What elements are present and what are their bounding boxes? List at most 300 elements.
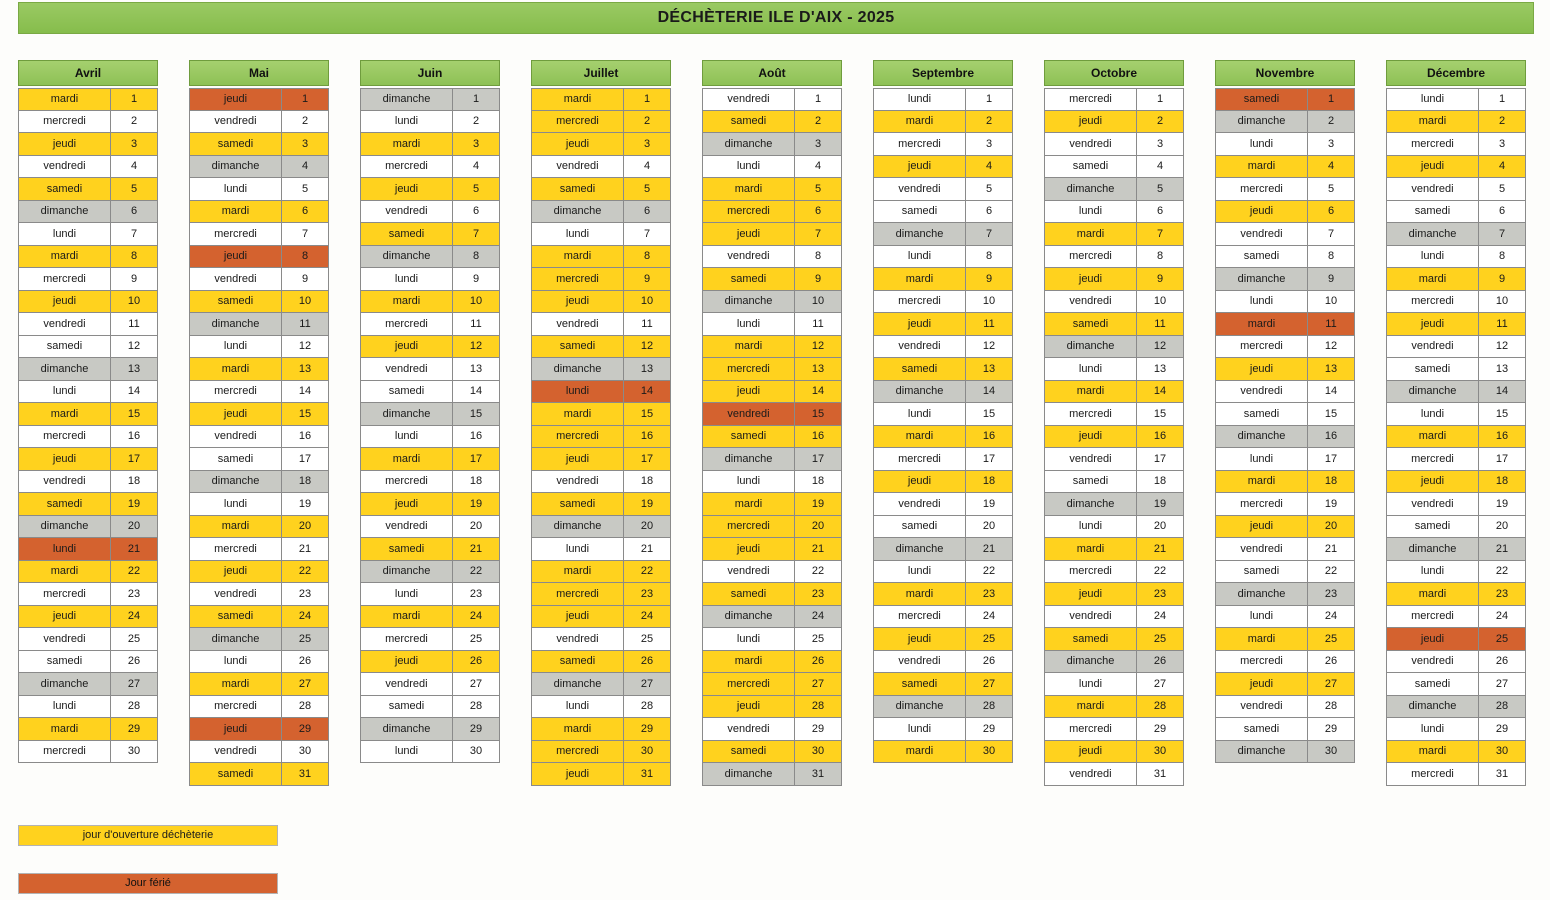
- day-name-cell: samedi: [19, 178, 111, 200]
- day-name-cell: mercredi: [532, 426, 624, 448]
- day-name-cell: mercredi: [703, 673, 795, 695]
- day-row: [702, 718, 842, 741]
- day-row: [189, 471, 329, 494]
- day-name-cell: samedi: [703, 426, 795, 448]
- day-name-cell: mercredi: [361, 313, 453, 335]
- day-name-cell: lundi: [361, 111, 453, 133]
- day-row: [1386, 651, 1526, 674]
- months-container: [18, 60, 1532, 786]
- day-name-cell: vendredi: [1387, 651, 1479, 673]
- day-row: [18, 291, 158, 314]
- month-name: Octobre: [1090, 66, 1137, 80]
- day-row: [1215, 336, 1355, 359]
- day-name-cell: dimanche: [190, 313, 282, 335]
- day-row: [1386, 246, 1526, 269]
- day-name-cell: dimanche: [361, 718, 453, 740]
- day-number-cell: 29: [282, 718, 328, 740]
- day-row: [873, 628, 1013, 651]
- day-number-cell: 27: [453, 673, 499, 695]
- day-row: [873, 606, 1013, 629]
- day-name-cell: mercredi: [19, 111, 111, 133]
- day-name-cell: mardi: [19, 718, 111, 740]
- day-row: [1044, 201, 1184, 224]
- day-row: [531, 291, 671, 314]
- day-row: [873, 696, 1013, 719]
- day-number-cell: 1: [111, 89, 157, 110]
- day-number-cell: 30: [111, 741, 157, 763]
- day-number-cell: 22: [453, 561, 499, 583]
- day-number-cell: 27: [282, 673, 328, 695]
- day-row: [18, 628, 158, 651]
- day-number-cell: 31: [795, 763, 841, 785]
- day-number-cell: 20: [1137, 516, 1183, 538]
- day-row: [873, 291, 1013, 314]
- day-number-cell: 3: [453, 133, 499, 155]
- day-name-cell: mercredi: [190, 538, 282, 560]
- day-row: [873, 201, 1013, 224]
- day-name-cell: lundi: [1216, 606, 1308, 628]
- day-name-cell: samedi: [703, 583, 795, 605]
- day-row: [702, 448, 842, 471]
- day-row: [1386, 538, 1526, 561]
- day-number-cell: 4: [282, 156, 328, 178]
- day-name-cell: jeudi: [532, 763, 624, 785]
- day-row: [1386, 336, 1526, 359]
- day-row: [702, 673, 842, 696]
- day-number-cell: 6: [1308, 201, 1354, 223]
- day-name-cell: jeudi: [874, 471, 966, 493]
- day-name-cell: vendredi: [874, 493, 966, 515]
- day-name-cell: samedi: [1216, 561, 1308, 583]
- day-row: [360, 336, 500, 359]
- day-row: [1044, 448, 1184, 471]
- day-name-cell: samedi: [703, 111, 795, 133]
- day-name-cell: vendredi: [1045, 606, 1137, 628]
- day-name-cell: mardi: [190, 516, 282, 538]
- day-row: [1215, 358, 1355, 381]
- day-name-cell: dimanche: [19, 358, 111, 380]
- month-septembre: [873, 60, 1013, 786]
- day-name-cell: lundi: [1387, 718, 1479, 740]
- day-row: [360, 381, 500, 404]
- day-name-cell: dimanche: [1387, 223, 1479, 245]
- day-row: [1215, 246, 1355, 269]
- day-row: [1044, 538, 1184, 561]
- day-number-cell: 17: [1479, 448, 1525, 470]
- day-name-cell: mercredi: [703, 358, 795, 380]
- day-number-cell: 21: [966, 538, 1012, 560]
- day-name-cell: lundi: [190, 493, 282, 515]
- day-name-cell: mercredi: [190, 696, 282, 718]
- day-number-cell: 2: [453, 111, 499, 133]
- day-name-cell: mardi: [1216, 471, 1308, 493]
- day-name-cell: vendredi: [703, 718, 795, 740]
- day-name-cell: mardi: [190, 358, 282, 380]
- day-number-cell: 19: [795, 493, 841, 515]
- day-row: [1044, 651, 1184, 674]
- day-row: [18, 718, 158, 741]
- month-header: [1215, 60, 1355, 86]
- day-number-cell: 21: [1137, 538, 1183, 560]
- day-row: [1386, 471, 1526, 494]
- day-number-cell: 11: [453, 313, 499, 335]
- day-name-cell: mercredi: [1387, 606, 1479, 628]
- day-row: [531, 651, 671, 674]
- day-number-cell: 16: [1137, 426, 1183, 448]
- day-name-cell: jeudi: [703, 381, 795, 403]
- day-number-cell: 18: [1479, 471, 1525, 493]
- day-number-cell: 20: [966, 516, 1012, 538]
- day-number-cell: 16: [111, 426, 157, 448]
- day-number-cell: 4: [795, 156, 841, 178]
- day-name-cell: mercredi: [874, 133, 966, 155]
- day-name-cell: jeudi: [1216, 673, 1308, 695]
- day-row: [1215, 471, 1355, 494]
- day-number-cell: 23: [966, 583, 1012, 605]
- day-number-cell: 16: [795, 426, 841, 448]
- day-name-cell: mardi: [874, 426, 966, 448]
- day-row: [1215, 673, 1355, 696]
- day-name-cell: mercredi: [190, 223, 282, 245]
- day-row: [360, 133, 500, 156]
- day-number-cell: 10: [624, 291, 670, 313]
- day-number-cell: 26: [795, 651, 841, 673]
- day-row: [360, 268, 500, 291]
- day-number-cell: 15: [624, 403, 670, 425]
- day-name-cell: vendredi: [1216, 381, 1308, 403]
- day-row: [18, 516, 158, 539]
- day-number-cell: 18: [282, 471, 328, 493]
- day-name-cell: mercredi: [190, 381, 282, 403]
- day-number-cell: 4: [1308, 156, 1354, 178]
- day-name-cell: mercredi: [1216, 651, 1308, 673]
- day-name-cell: lundi: [703, 628, 795, 650]
- day-name-cell: jeudi: [1045, 111, 1137, 133]
- day-number-cell: 20: [453, 516, 499, 538]
- day-row: [1215, 88, 1355, 111]
- day-number-cell: 16: [1308, 426, 1354, 448]
- day-row: [18, 403, 158, 426]
- day-number-cell: 13: [282, 358, 328, 380]
- day-number-cell: 7: [966, 223, 1012, 245]
- day-name-cell: vendredi: [703, 246, 795, 268]
- day-number-cell: 24: [1308, 606, 1354, 628]
- day-name-cell: mercredi: [703, 201, 795, 223]
- day-number-cell: 19: [1137, 493, 1183, 515]
- day-row: [189, 673, 329, 696]
- day-number-cell: 5: [1308, 178, 1354, 200]
- day-row: [18, 538, 158, 561]
- day-number-cell: 7: [624, 223, 670, 245]
- day-number-cell: 21: [624, 538, 670, 560]
- month-header: [189, 60, 329, 86]
- day-name-cell: vendredi: [190, 741, 282, 763]
- legend-row-ferie: [18, 873, 518, 893]
- day-row: [18, 696, 158, 719]
- day-name-cell: vendredi: [361, 673, 453, 695]
- day-row: [1044, 403, 1184, 426]
- day-name-cell: vendredi: [361, 358, 453, 380]
- day-name-cell: samedi: [874, 673, 966, 695]
- day-name-cell: jeudi: [1216, 516, 1308, 538]
- day-name-cell: samedi: [1045, 313, 1137, 335]
- day-row: [360, 88, 500, 111]
- day-name-cell: dimanche: [1045, 336, 1137, 358]
- day-row: [531, 606, 671, 629]
- day-name-cell: mardi: [190, 673, 282, 695]
- day-name-cell: vendredi: [1045, 448, 1137, 470]
- day-number-cell: 12: [282, 336, 328, 358]
- day-row: [873, 741, 1013, 764]
- day-row: [1386, 741, 1526, 764]
- day-number-cell: 15: [111, 403, 157, 425]
- day-number-cell: 4: [966, 156, 1012, 178]
- day-row: [1044, 381, 1184, 404]
- day-row: [189, 268, 329, 291]
- day-row: [702, 133, 842, 156]
- day-number-cell: 16: [624, 426, 670, 448]
- day-name-cell: lundi: [874, 246, 966, 268]
- day-number-cell: 10: [282, 291, 328, 313]
- day-row: [1044, 516, 1184, 539]
- day-row: [360, 628, 500, 651]
- day-row: [1215, 628, 1355, 651]
- day-name-cell: lundi: [532, 223, 624, 245]
- day-number-cell: 18: [1308, 471, 1354, 493]
- day-row: [189, 696, 329, 719]
- day-name-cell: mercredi: [874, 448, 966, 470]
- day-number-cell: 3: [282, 133, 328, 155]
- day-number-cell: 28: [795, 696, 841, 718]
- day-row: [189, 381, 329, 404]
- day-number-cell: 10: [795, 291, 841, 313]
- day-row: [1044, 471, 1184, 494]
- day-name-cell: dimanche: [1387, 696, 1479, 718]
- legend-label-ferie: Jour férié: [125, 877, 171, 889]
- day-number-cell: 24: [795, 606, 841, 628]
- day-name-cell: lundi: [361, 583, 453, 605]
- day-row: [1044, 133, 1184, 156]
- day-name-cell: lundi: [1387, 89, 1479, 110]
- day-name-cell: samedi: [1387, 516, 1479, 538]
- day-row: [531, 223, 671, 246]
- day-row: [1215, 561, 1355, 584]
- day-row: [189, 583, 329, 606]
- day-row: [1044, 606, 1184, 629]
- day-name-cell: samedi: [19, 493, 111, 515]
- day-number-cell: 21: [1479, 538, 1525, 560]
- day-name-cell: samedi: [1216, 403, 1308, 425]
- day-number-cell: 5: [1479, 178, 1525, 200]
- day-name-cell: lundi: [190, 651, 282, 673]
- day-name-cell: lundi: [190, 178, 282, 200]
- day-row: [702, 313, 842, 336]
- day-name-cell: vendredi: [1387, 178, 1479, 200]
- day-number-cell: 17: [624, 448, 670, 470]
- day-row: [873, 268, 1013, 291]
- day-name-cell: vendredi: [190, 583, 282, 605]
- day-row: [531, 246, 671, 269]
- day-row: [1386, 381, 1526, 404]
- day-number-cell: 10: [1479, 291, 1525, 313]
- day-number-cell: 15: [453, 403, 499, 425]
- day-name-cell: jeudi: [190, 718, 282, 740]
- day-name-cell: jeudi: [874, 156, 966, 178]
- day-name-cell: mardi: [703, 651, 795, 673]
- day-name-cell: lundi: [19, 696, 111, 718]
- day-number-cell: 12: [966, 336, 1012, 358]
- day-row: [189, 741, 329, 764]
- day-number-cell: 6: [111, 201, 157, 223]
- day-name-cell: samedi: [532, 178, 624, 200]
- day-name-cell: mercredi: [361, 471, 453, 493]
- day-number-cell: 9: [282, 268, 328, 290]
- day-row: [189, 178, 329, 201]
- day-row: [1386, 156, 1526, 179]
- day-number-cell: 3: [1137, 133, 1183, 155]
- day-number-cell: 13: [795, 358, 841, 380]
- day-number-cell: 24: [966, 606, 1012, 628]
- day-number-cell: 1: [282, 89, 328, 110]
- day-name-cell: dimanche: [1387, 381, 1479, 403]
- day-row: [1044, 291, 1184, 314]
- day-name-cell: jeudi: [1387, 628, 1479, 650]
- day-row: [18, 606, 158, 629]
- day-row: [531, 88, 671, 111]
- day-number-cell: 7: [111, 223, 157, 245]
- day-name-cell: mardi: [1216, 156, 1308, 178]
- day-name-cell: mercredi: [532, 741, 624, 763]
- day-row: [531, 696, 671, 719]
- day-row: [873, 133, 1013, 156]
- day-number-cell: 17: [453, 448, 499, 470]
- day-name-cell: jeudi: [361, 651, 453, 673]
- month-mai: [189, 60, 329, 786]
- day-number-cell: 25: [282, 628, 328, 650]
- day-number-cell: 21: [111, 538, 157, 560]
- day-row: [360, 696, 500, 719]
- day-number-cell: 15: [966, 403, 1012, 425]
- day-number-cell: 17: [795, 448, 841, 470]
- day-number-cell: 7: [795, 223, 841, 245]
- day-row: [360, 358, 500, 381]
- day-row: [531, 133, 671, 156]
- day-row: [531, 156, 671, 179]
- day-number-cell: 12: [1479, 336, 1525, 358]
- day-name-cell: mardi: [361, 291, 453, 313]
- day-row: [1386, 516, 1526, 539]
- day-row: [1215, 538, 1355, 561]
- day-row: [1215, 178, 1355, 201]
- day-number-cell: 1: [795, 89, 841, 110]
- day-number-cell: 24: [111, 606, 157, 628]
- day-row: [18, 313, 158, 336]
- day-number-cell: 19: [1308, 493, 1354, 515]
- day-number-cell: 17: [111, 448, 157, 470]
- day-name-cell: samedi: [361, 696, 453, 718]
- day-row: [1044, 223, 1184, 246]
- month-juin: [360, 60, 500, 786]
- day-row: [360, 561, 500, 584]
- day-name-cell: mardi: [532, 561, 624, 583]
- day-row: [18, 583, 158, 606]
- day-number-cell: 30: [282, 741, 328, 763]
- day-row: [702, 538, 842, 561]
- day-row: [1044, 628, 1184, 651]
- day-name-cell: mercredi: [1216, 178, 1308, 200]
- day-name-cell: lundi: [874, 89, 966, 110]
- day-row: [531, 336, 671, 359]
- day-row: [1215, 583, 1355, 606]
- day-number-cell: 9: [1479, 268, 1525, 290]
- day-name-cell: dimanche: [532, 516, 624, 538]
- day-name-cell: mardi: [532, 89, 624, 110]
- day-name-cell: vendredi: [532, 471, 624, 493]
- day-row: [702, 381, 842, 404]
- day-row: [702, 111, 842, 134]
- day-name-cell: mercredi: [874, 606, 966, 628]
- legend-label-open: jour d'ouverture déchèterie: [82, 829, 214, 841]
- day-row: [1215, 448, 1355, 471]
- day-row: [1386, 718, 1526, 741]
- day-row: [702, 561, 842, 584]
- day-name-cell: mardi: [1045, 381, 1137, 403]
- day-number-cell: 15: [1308, 403, 1354, 425]
- day-number-cell: 3: [111, 133, 157, 155]
- day-number-cell: 14: [1137, 381, 1183, 403]
- day-number-cell: 25: [624, 628, 670, 650]
- day-name-cell: samedi: [19, 651, 111, 673]
- day-name-cell: vendredi: [703, 89, 795, 110]
- day-row: [702, 88, 842, 111]
- day-number-cell: 23: [1308, 583, 1354, 605]
- day-name-cell: dimanche: [874, 223, 966, 245]
- day-row: [531, 381, 671, 404]
- day-row: [1386, 313, 1526, 336]
- day-row: [531, 763, 671, 786]
- day-name-cell: samedi: [874, 516, 966, 538]
- day-name-cell: jeudi: [1387, 156, 1479, 178]
- day-name-cell: dimanche: [1216, 426, 1308, 448]
- day-number-cell: 7: [282, 223, 328, 245]
- day-name-cell: mercredi: [19, 426, 111, 448]
- day-row: [531, 313, 671, 336]
- day-name-cell: jeudi: [1045, 583, 1137, 605]
- day-row: [873, 673, 1013, 696]
- day-name-cell: dimanche: [532, 358, 624, 380]
- day-number-cell: 25: [1137, 628, 1183, 650]
- day-number-cell: 27: [966, 673, 1012, 695]
- day-name-cell: mardi: [19, 403, 111, 425]
- day-row: [873, 178, 1013, 201]
- legend: [18, 825, 518, 921]
- day-name-cell: jeudi: [19, 448, 111, 470]
- day-row: [189, 358, 329, 381]
- day-name-cell: vendredi: [361, 201, 453, 223]
- day-row: [702, 336, 842, 359]
- day-number-cell: 20: [795, 516, 841, 538]
- day-row: [360, 313, 500, 336]
- day-number-cell: 7: [453, 223, 499, 245]
- day-number-cell: 1: [1308, 89, 1354, 110]
- day-name-cell: lundi: [19, 538, 111, 560]
- day-name-cell: lundi: [1387, 561, 1479, 583]
- month-name: Décembre: [1426, 66, 1486, 80]
- day-name-cell: mardi: [532, 403, 624, 425]
- day-number-cell: 19: [624, 493, 670, 515]
- day-row: [189, 133, 329, 156]
- day-number-cell: 1: [1479, 89, 1525, 110]
